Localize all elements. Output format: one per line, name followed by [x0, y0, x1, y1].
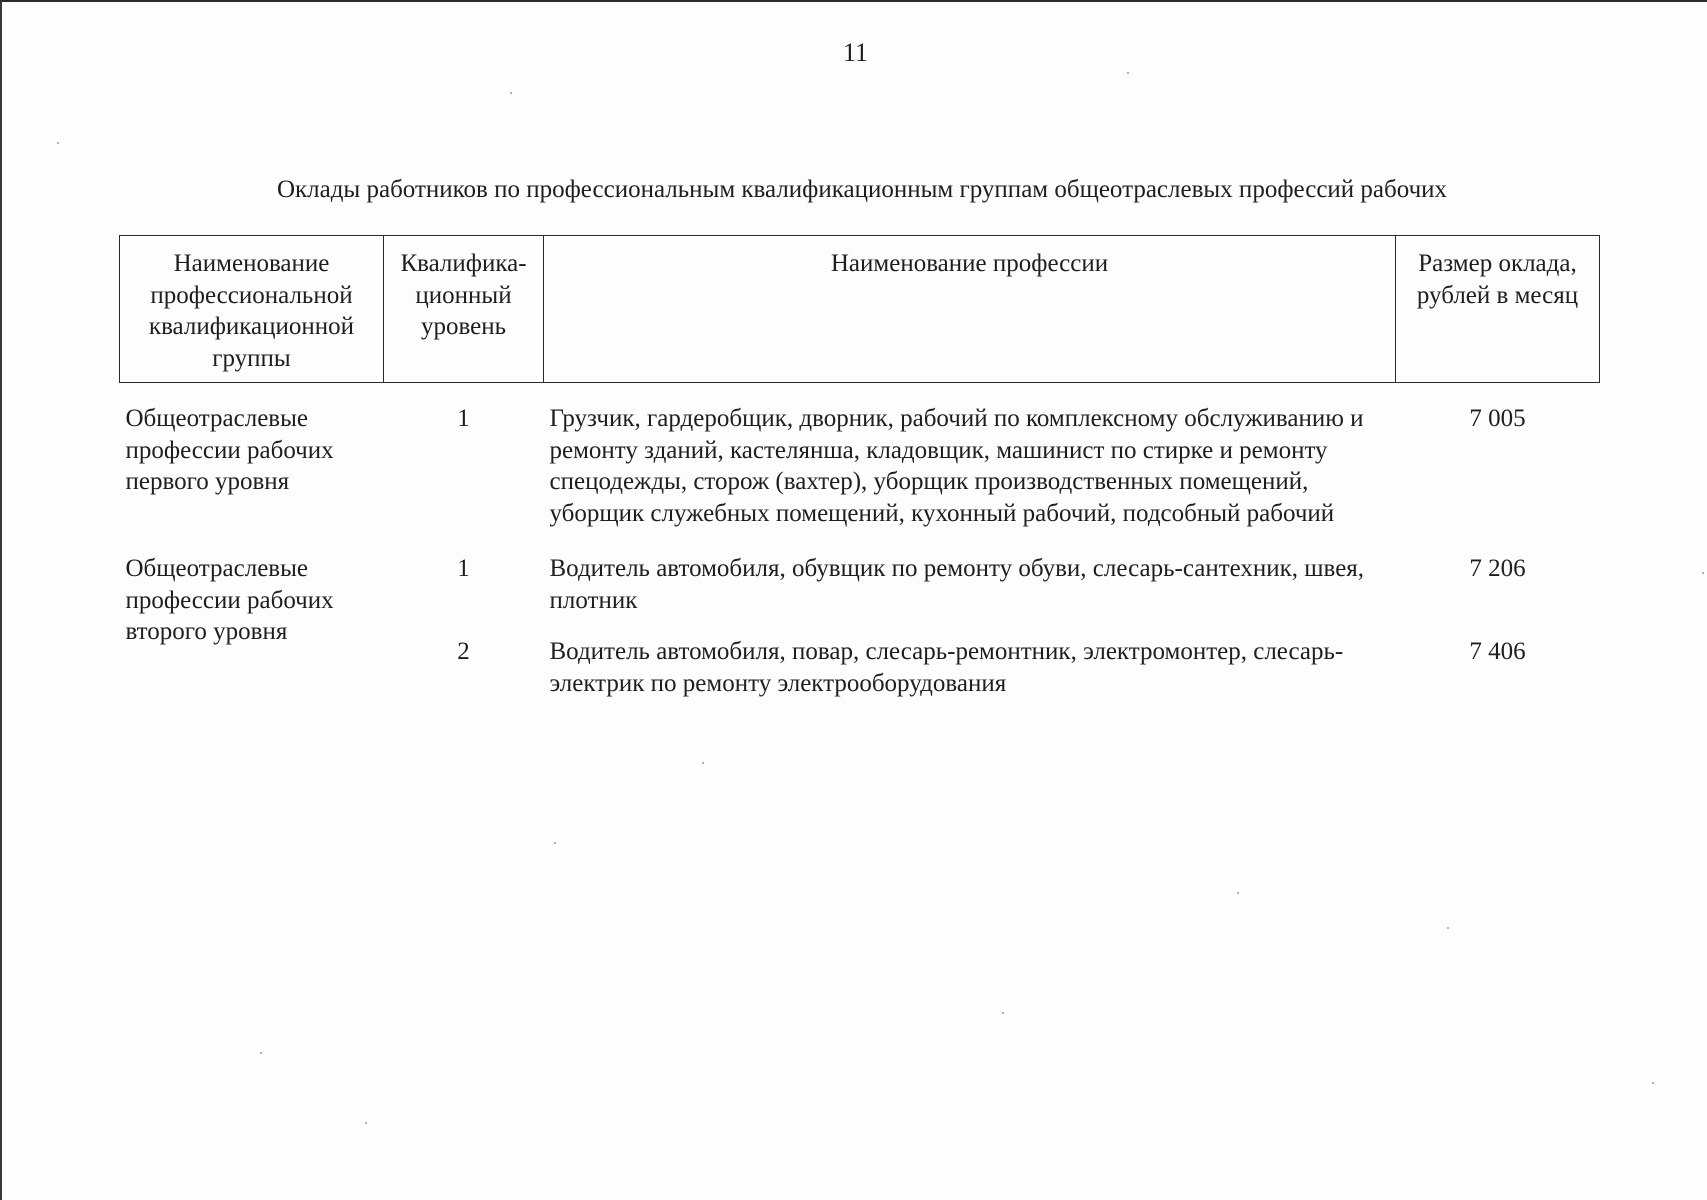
scan-speck	[260, 1052, 262, 1054]
scan-speck	[702, 762, 704, 764]
level-cell: 2	[457, 638, 470, 665]
table-row	[120, 529, 1600, 616]
scan-speck	[1237, 892, 1239, 894]
scan-speck	[1002, 1012, 1004, 1014]
header-salary: Размер оклада, рублей в месяц	[1396, 236, 1600, 383]
table-row	[120, 383, 1600, 530]
profession-cell: Водитель автомобиля, повар, слесарь-ремонтник, электромонтер, слесарь-электрик по ремонту электрооборудования	[549, 638, 1344, 697]
salary-table	[119, 235, 1600, 699]
profession-cell: Грузчик, гардеробщик, дворник, рабочий по комплексному обслуживанию и ремонту зданий, кастелянша, кладовщик, машинист по стирке и ремонту спецодежды, сторож (вахтер), уборщик производственных помещений, уборщик служебных помещений, кухонный рабочий, подсобный рабочий	[549, 405, 1364, 527]
scan-speck	[510, 92, 512, 94]
scan-speck	[365, 1122, 367, 1124]
scan-speck	[554, 842, 556, 844]
scan-speck	[1127, 72, 1129, 74]
level-cell: 1	[457, 555, 470, 582]
scan-speck	[57, 142, 59, 144]
scan-speck	[1652, 1082, 1654, 1084]
header-qualification-level: Квалифика-ционный уровень	[384, 236, 544, 383]
document-title: Оклады работников по профессиональным квалификационным группам общеотраслевых профессий рабочих	[276, 176, 1448, 203]
group-name-cell: Общеотраслевые профессии рабочих первого уровня	[125, 405, 334, 495]
scan-speck	[1702, 572, 1704, 574]
salary-cell: 7 005	[1469, 405, 1526, 432]
table-header-row	[120, 236, 1600, 383]
salary-cell: 7 206	[1469, 555, 1526, 582]
scan-speck	[1447, 927, 1449, 929]
group-name-cell: Общеотраслевые профессии рабочих второго уровня	[125, 555, 334, 645]
level-cell: 1	[457, 405, 470, 432]
header-profession-name: Наименование профессии	[544, 236, 1396, 383]
profession-cell: Водитель автомобиля, обувщик по ремонту обуви, слесарь-сантехник, швея, плотник	[549, 555, 1365, 614]
page-number: 11	[842, 38, 869, 67]
header-group-name: Наименование профессиональной квалификационной группы	[120, 236, 384, 383]
salary-cell: 7 406	[1469, 638, 1526, 665]
